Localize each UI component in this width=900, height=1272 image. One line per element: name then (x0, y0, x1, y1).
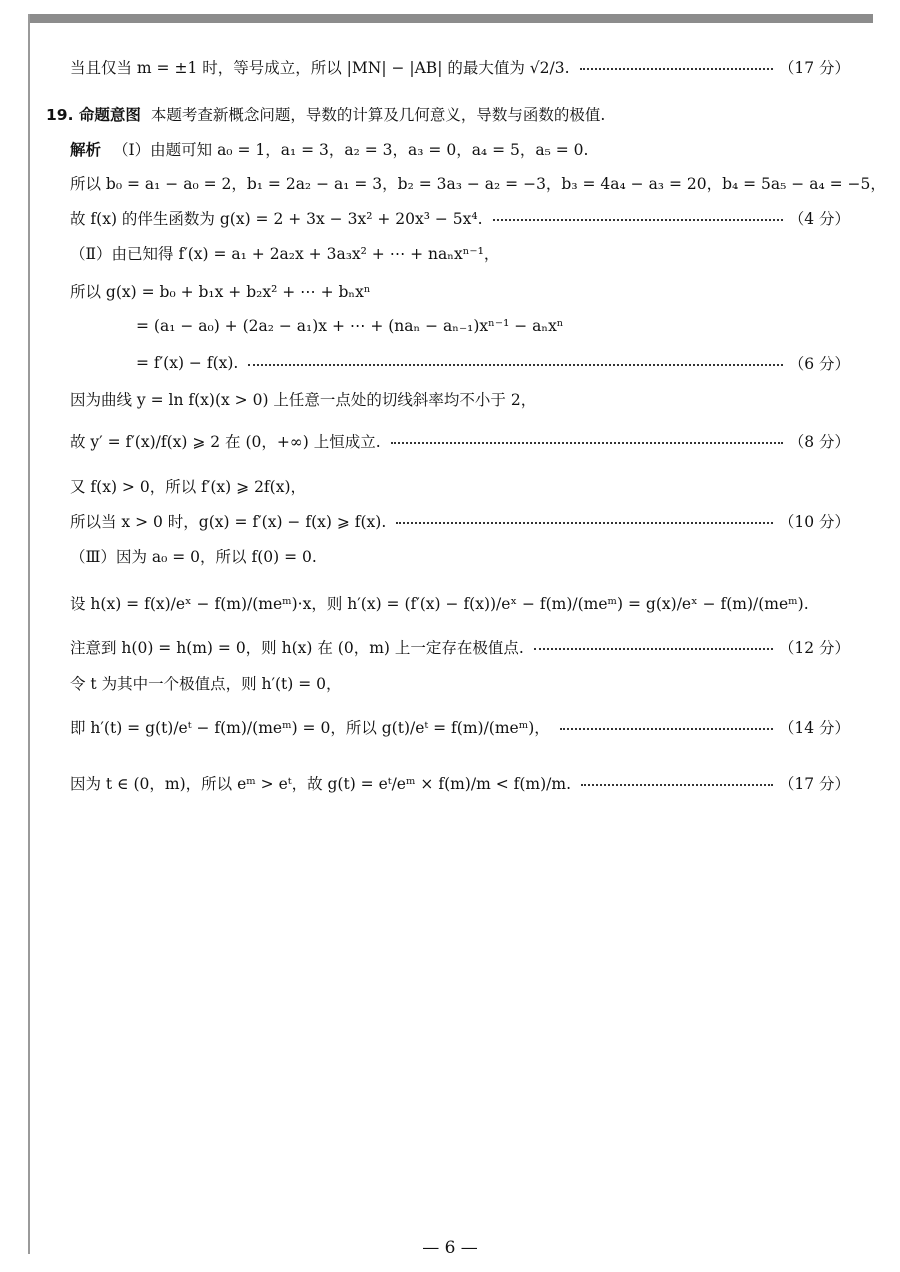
solution-line: = (a₁ − a₀) + (2a₂ − a₁)x + ⋯ + (naₙ − aₙ₋₁)xⁿ⁻¹ − aₙxⁿ (136, 317, 564, 335)
solution-line: = f′(x) − f(x). （6 分） (136, 354, 850, 373)
solution-line: （Ⅲ）因为 a₀ = 0，所以 f(0) = 0. (70, 548, 317, 566)
page-number: — 6 — (422, 1238, 478, 1258)
solution-line: 因为 t ∈ (0，m)，所以 eᵐ > eᵗ，故 g(t) = eᵗ/eᵐ × f(m)/m < f(m)/m. （17 分） (70, 772, 850, 794)
solution-line: 故 y′ = f′(x)/f(x) ⩾ 2 在 (0，+∞) 上恒成立. （8 分） (70, 430, 850, 452)
solution-line: 当且仅当 m = ±1 时，等号成立，所以 |MN| − |AB| 的最大值为 √2/3. （17 分） (70, 56, 850, 78)
solution-line: 即 h′(t) = g(t)/eᵗ − f(m)/(meᵐ) = 0，所以 g(t)/eᵗ = f(m)/(meᵐ)， （14 分） (70, 716, 850, 738)
score-label: （17 分） (778, 775, 850, 793)
leader-dots (560, 728, 773, 730)
score-label: （17 分） (778, 59, 850, 77)
leader-dots (248, 364, 782, 366)
solution-line: 所以 g(x) = b₀ + b₁x + b₂x² + ⋯ + bₙxⁿ (70, 283, 371, 301)
solution-heading-line: 解析 （Ⅰ）由题可知 a₀ = 1，a₁ = 3，a₂ = 3，a₃ = 0，a₄ = 5，a₅ = 0. (70, 141, 589, 159)
score-label: （12 分） (778, 639, 850, 657)
leader-dots (580, 68, 773, 70)
score-label: （8 分） (788, 433, 850, 451)
leader-dots (396, 522, 773, 524)
solution-line: （Ⅱ）由已知得 f′(x) = a₁ + 2a₂x + 3a₃x² + ⋯ + naₙxⁿ⁻¹， (70, 245, 500, 263)
solution-line: 又 f(x) > 0，所以 f′(x) ⩾ 2f(x)， (70, 478, 306, 496)
solution-line: 因为曲线 y = ln f(x)(x > 0) 上任意一点处的切线斜率均不小于 2， (70, 391, 537, 409)
question-intent: 19. 命题意图 本题考查新概念问题，导数的计算及几何意义，导数与函数的极值. (46, 106, 606, 124)
solution-line: 注意到 h(0) = h(m) = 0，则 h(x) 在 (0，m) 上一定存在极值点. （12 分） (70, 636, 850, 658)
leader-dots (493, 219, 783, 221)
score-label: （4 分） (788, 210, 850, 228)
score-label: （6 分） (788, 355, 850, 373)
leader-dots (534, 648, 773, 650)
leader-dots (581, 784, 773, 786)
solution-line: 故 f(x) 的伴生函数为 g(x) = 2 + 3x − 3x² + 20x³ − 5x⁴. （4 分） (70, 207, 850, 229)
score-label: （14 分） (778, 719, 850, 737)
score-label: （10 分） (778, 513, 850, 531)
leader-dots (391, 442, 783, 444)
solution-line: 所以 b₀ = a₁ − a₀ = 2，b₁ = 2a₂ − a₁ = 3，b₂ = 3a₃ − a₂ = −3，b₃ = 4a₄ − a₃ = 20，b₄ = 5a₅ − a₄ = −5， (70, 175, 886, 193)
solution-line: 设 h(x) = f(x)/eˣ − f(m)/(meᵐ)·x，则 h′(x) = (f′(x) − f(x))/eˣ − f(m)/(meᵐ) = g(x)/eˣ − f(m)/(meᵐ). (70, 595, 809, 613)
solution-line: 所以当 x > 0 时，g(x) = f′(x) − f(x) ⩾ f(x). （10 分） (70, 510, 850, 532)
solution-line: 令 t 为其中一个极值点，则 h′(t) = 0， (70, 675, 342, 693)
